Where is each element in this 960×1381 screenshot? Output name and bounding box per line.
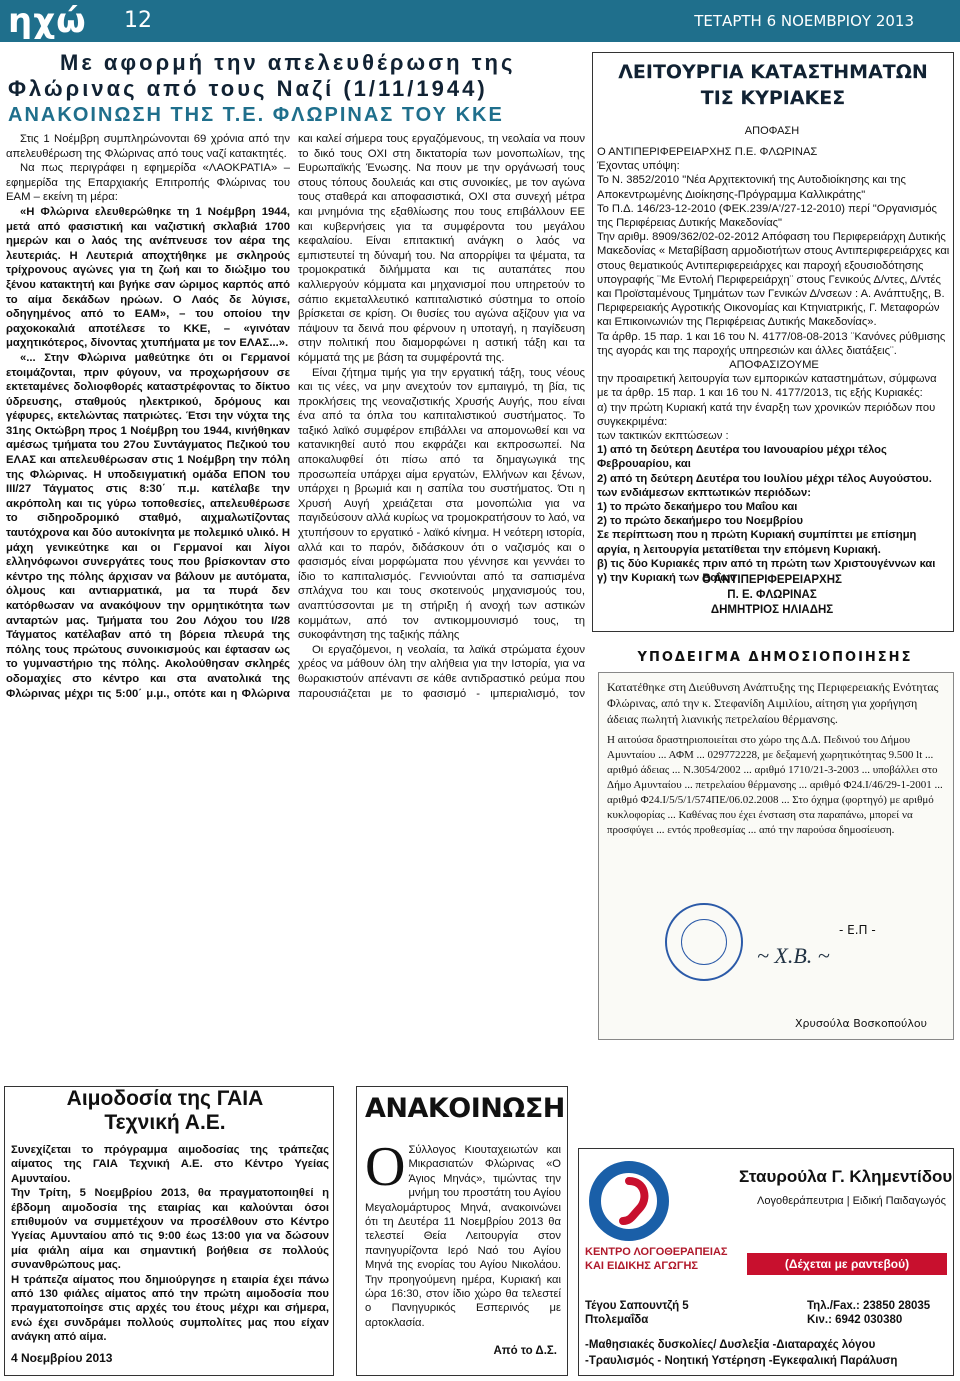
shops-paragraph: Το Π.Δ. 146/23-12-2010 (ΦΕΚ.239/Α'/27-12-2010) περί "Οργανισμός της Περιφέρειας Δυτικής Μακεδονίας" [597,202,937,230]
ad-services-line-2: -Τραυλισμός - Νοητική Υστέρηση -Εγκεφαλική Παράλυση [585,1355,898,1367]
shops-paragraph: γ) την Κυριακή των Βαΐων [597,572,737,585]
ad-phones [807,1299,930,1327]
gaia-title [5,1087,325,1135]
ad-center-name [585,1245,728,1273]
shops-paragraph: Την αριθμ. 8909/362/02-02-2012 Απόφαση του Περιφερειάρχη Δυτικής Μακεδονίας « Μεταβίβαση αρμοδιοτήτων στους Αντιπεριφερειάρχες και στους θεματικούς Αντιπεριφερειάρχες και παροχή εξουσιοδότησης υπογραφής ¨Με Εντολή Περιφερειάρχη¨ στους Γενικούς Δ/ντες, Δ/ντές και Προϊσταμένους Τμημάτων των Γενικών Δ/νσεων : Α. Ανάπτυξης, Β. Περιφερειακής Αγροτικής Οικονομίας και Κτηνιατρικής, Γ. Μεταφορών και Επικοινωνιών της Περιφέρειας Δυτικής Μακεδονίας». [597,231,950,329]
sample-paragraph-1: Κατατέθηκε στη Διεύθυνση Ανάπτυξης της Περιφερειακής Ενότητας Φλώρινας, από την κ. Στεφανίδη Αιμιλίου, αίτηση για χορήγηση άδειας πωλητή λιανικής πετρελαίου θέρμανσης. [607,680,939,726]
ad-address-city: Πτολεμαΐδα [585,1314,649,1326]
speech-therapy-ad [578,1148,954,1376]
shops-paragraph: β) τις δύο Κυριακές πριν από τη πρώτη των Χριστουγέννων και [597,557,936,570]
shops-paragraph: Έχοντας υπόψη: [597,160,680,173]
sample-signer-name: Χρυσούλα Βοσκοπούλου [795,1017,927,1030]
shops-sunday-notice [592,52,954,632]
sample-ep-mark: - Ε.Π - [839,923,876,937]
ad-address [585,1299,689,1327]
shops-paragraph: 1) από τη δεύτερη Δευτέρα του Ιανουαρίου μέχρι τέλος Φεβρουαρίου, και [597,444,887,471]
announcement-title: ΑΝΑΚΟΙΝΩΣΗ [365,1093,565,1124]
shops-paragraph: Ο ΑΝΤΙΠΕΡΙΦΕΡΕΙΑΡΧΗΣ Π.Ε. ΦΛΩΡΙΝΑΣ [597,146,818,158]
sample-paragraph-2: Η αιτούσα δραστηριοποιείται στο χώρο της Δ.Δ. Πεδινού του Δήμου Αμυνταίου ... ΑΦΜ ... 029772228, με δεξαμενή χωρητικότητας 9.500 lt ... αριθμό άδειας ... Ν.3054/2002 ... αριθμό 1710/21-3-2003 ... υποβάλλει στο Δήμο Αμυνταίου ... πετρελαίου θέρμανσης ... αριθμό Φ24.Ι/46/29-1-2001 ... αριθμό Φ24.Ι/5/5/1/574ΠΕ/06.02.2008 ... Στο όχημα (φορτηγό) με αριθμό κυκλοφορίας ... Καθένας που έχει ένσταση στα παραπάνω, μπορεί να προσφύγει ... εντός προθεσμίας ... από την παρούσα δημοσίευση. [607,734,943,836]
shops-signature [593,573,951,618]
shops-paragraph: Σε περίπτωση που η πρώτη Κυριακή συμπίπτει με επίσημη αργία, η λειτουργία μετατίθεται την επόμενη Κυριακή. [597,529,917,556]
shops-paragraph: α) την πρώτη Κυριακή κατά την έναρξη των χρονικών περιόδων που συγκεκριμένα: [597,401,936,428]
gaia-blood-donation-box [4,1086,334,1376]
issue-date: ΤΕΤΑΡΤΗ 6 ΝΟΕΜΒΡΙΟΥ 2013 [694,12,914,30]
page-number: 12 [124,8,152,33]
article-column-1 [6,132,290,700]
headline-line-1: Με αφορμή την απελευθέρωση της [60,50,516,75]
headline-line-3: ΑΝΑΚΟΙΝΩΣΗ ΤΗΣ Τ.Ε. ΦΛΩΡΙΝΑΣ ΤΟΥ ΚΚΕ [8,104,504,126]
gaia-paragraph-3: Η τράπεζα αίματος που δημιούργησε η εταιρία έχει πάνω από 130 φιάλες αίματος από την πρώτη αιμοδοσία που πραγματοποίησε στις αρχές του έτους μέχρι και σήμερα, ενώ έχει συνδράμει πολλούς συμπολίτες μας που είχαν ανάγκη από αίμα. [11,1273,329,1344]
gaia-title-line-2: Τεχνική Α.Ε. [104,1111,226,1134]
sample-publication-document [598,672,954,1040]
shops-paragraph: 1) το πρώτο δεκαήμερο του Μαΐου και [597,501,798,514]
announcement-dropcap: Ο [365,1136,406,1198]
shops-paragraph: Το Ν. 3852/2010 "Νέα Αρχιτεκτονική της Αυτοδιοίκησης και της Αποκεντρωμένης Διοίκησης-Πρόγραμμα Καλλικράτης" [597,174,906,201]
sample-publication-title: ΥΠΟΔΕΙΓΜΑ ΔΗΜΟΣΙΟΠΟΙΗΣΗΣ [637,650,913,665]
article-paragraph: «Η Φλώρινα ελευθερώθηκε τη 1 Νοέμβρη 1944, μετά από φασιστική και ναζιστική σκλαβιά 1700 ημερών και ο λαός της ανέπνευσε τον αέρα της λευτεριάς. Η Λευτεριά αποχτήθηκε με σκληρούς τρίχρονους αγώνες για τη ζωή και το διώξιμο του ξένου κατακτητή και βγήκε σαν ώριμος καρπός από το αίμα δεκάδων ηρώων. Ο Λαός δε λύγισε, οδηγημένος από το ΕΑΜ», – του οποίου την ραχοκοκαλιά αποτέλεσε το ΚΚΕ, – «γινόταν μαχητικότερος, δίνοντας χτυπήματα με τον ΕΛΑΣ...». [6,205,290,350]
gaia-paragraph-1: Συνεχίζεται το πρόγραμμα αιμοδοσίας της τράπεζας αίματος της ΓΑΙΑ Τεχνική Α.Ε. στο Κέντρο Υγείας Αμυνταίου. [11,1144,329,1185]
shops-sign-name: ΔΗΜΗΤΡΙΟΣ ΗΛΙΑΔΗΣ [710,604,834,616]
shops-title [593,59,953,111]
article-paragraph: Να πως περιγράφει η εφημερίδα «ΛΑΟΚΡΑΤΙΑ» – εφημερίδα της Επαρχιακής Επιτροπής Φλώρινας του ΕΑΜ – εκείνη τη μέρα: [6,162,290,204]
ad-therapist-name: Σταυρούλα Γ. Κλημεντίδου [739,1167,953,1186]
article-paragraph: «... Στην Φλώρινα μαθεύτηκε ότι οι Γερμανοί ετοιμάζονται, πριν φύγουν, να προχωρήσουν σε εκτεταμένες δολιοφθορές καταστρέφοντας το δίκτυο ύδρευσης, σταθμούς ηλεκτρικού, δρόμους και γέφυρες, εκτελώντας πατριώτες. Έτσι την νύχτα της 31ης Οκτώβρη προς 1 Νοέμβρη του 1944, κινήθηκαν αμέσως τμήματα του 27ου Συντάγματος Πεζικού του ΕΛΑΣ και απελευθέρωσαν στις 1 Νοέμβρη την πόλη της Φλώρινας. Η υποδειγματική ομάδα ΕΠΟΝ του III/27 Τάγματος στις 8:30΄ π.μ. κατέλαβε την ακρόπολη και τις γύρω τοποθεσίες, απελευθέρωσε το σιδηροδρομικό σταθμό, αιχμαλωτίζοντας ταυτόχρονα και δύο αυτοκίνητα με πολεμικό υλικό. Η μάχη γενικεύτηκε και οι Γερμανοί και λίγοι ελληνόφωνοι συνεργάτες τους που βρίσκονταν στο κέντρο της πόλης άρχισαν να βάλουν με αυτόματα, όλμους και αντιαρματικά, μα τα πυρά δεν κατόρθωσαν να ανακόψουν την ορμητικότητα των ανταρτών μας. Τμήματα του 2ου Λόχου του I/28 Τάγματος κατέλαβαν από τη βόρεια πλευρά της πόλης τους πρώτους συνοικισμούς και έφτασαν ως το γυμναστήριο της πόλης. Ακολούθησαν σκληρές οδομαχίες στο κέντρο και στα ανατολικά της Φλώρινας μέχρι τις 5:00΄ μ.μ., οπότε και η Φλώρινα [6,351,290,700]
announcement-text: Σύλλογος Κιουταχειωτών και Μικρασιατών Φλώρινας «Ο Άγιος Μηνάς», τιμώντας την μνήμη του προστάτη του Αγίου Μεγαλομάρτυρος Μηνά, ανακοινώνει ότι τη Δευτέρα 11 Νοεμβρίου 2013 θα τελεστεί Θεία Λειτουργία στον πανηγυρίζοντα Ιερό Ναό του Αγίου Μηνά της ενορίας του Αγίου Νικολάου. Την προηγούμενη ημέρα, Κυριακή και ώρα 16:30, στον ίδιο χώρο θα τελεστεί ο Πανηγυρικός Εσπερινός με αρτοκλασία. [365,1144,561,1329]
article-paragraph: Είναι ζήτημα τιμής για την εργατική τάξη, τους νέους και τις νέες, να μην ανεχτούν τον εμπαιγμό, τη βία, τις προκλήσεις της νεοναζιστικής Χρυσής Αυγής, που είναι ένα από τα όπλα του καπιταλιστικού συστήματος. Το ταξικό λαϊκό συμφέρον επιβάλλει να απομονωθεί και να κατανικηθεί αυτό που εκφράζει και εκπροσωπεί. Να αποκαλυφθεί ότι πίσω από τα δημαγωγικά της προσωπεία υπάρχει αίμα εργατών, Ελλήνων και ξένων, υπάρχει η βρωμιά και η σαπίλα του συστήματος. Ότι η Χρυσή Αυγή χρειάζεται στα μονοπώλια για να παγιδεύσουν αλλά κυρίως να τρομοκρατήσουν το λαό, να χτυπήσουν το εργατικό - λαϊκό κίνημα. Η νεότερη ιστορία, αλλά και το παρόν, διδάσκουν ότι ο ναζισμός και ο φασισμός είναι μορφώματα που γέννησε και γεννάει το ίδιο το καπιταλισμός. Γεννιούνται από τα σαπισμένα σπλάχνα του και τους σκοτεινούς μηχανισμούς του, αναπτύσσονται με τη στήριξη ή ανοχή των αστικών κομμάτων, από τον αντικομμουνισμό τους, τη συκοφάντηση της ταξικής πάλης [298,366,585,642]
ad-phone-landline: Τηλ./Fax.: 23850 28035 [807,1300,931,1312]
shops-subtitle: ΑΠΟΦΑΣΗ [744,125,800,137]
shops-paragraph: 2) από τη δεύτερη Δευτέρα του Ιουλίου μέχρι τέλος Αυγούστου. [597,472,932,485]
signature-icon: ~ Χ.Β. ~ [757,943,830,968]
shops-paragraph: των τακτικών εκπτώσεων : [597,430,729,443]
shops-title-line-2: ΤΙΣ ΚΥΡΙΑΚΕΣ [700,87,846,109]
article-paragraph: Στις 1 Νοέμβρη συμπληρώνονται 69 χρόνια από την απελευθέρωση της Φλώρινας από τους ναζί κατακτητές. [6,133,290,160]
official-stamp-icon [665,903,743,981]
headline-line-2: Φλώρινας από τους Ναζί (1/11/1944) [8,76,488,101]
association-announcement-box [356,1086,568,1376]
masthead [0,0,960,42]
shops-sign-title: Ο ΑΝΤΙΠΕΡΙΦΕΡΕΙΑΡΧΗΣ [702,574,842,586]
gaia-body [11,1143,329,1345]
article-headline [0,50,585,128]
newspaper-logo: ηχώ [8,1,87,41]
shops-paragraph: την προαιρετική λειτουργία των εμπορικών καταστημάτων, σύμφωνα με τα άρθρ. 15 παρ. 1 και 16 του Ν. 4177/2013, τις εξής Κυριακές: [597,373,937,400]
shops-paragraph: των ενδιάμεσων εκπτωτικών περιόδων: [597,486,811,499]
shops-title-line-1: ΛΕΙΤΟΥΡΓΙΑ ΚΑΤΑΣΤΗΜΑΤΩΝ [618,61,928,83]
shops-paragraph: ΑΠΟΦΑΣΙΖΟΥΜΕ [729,359,819,372]
article-paragraph: και καλεί σήμερα τους εργαζόμενους, τη νεολαία να πουν το δικό τους ΟΧΙ στη δικτατορία των μονοπωλίων, της Ευρωπαϊκής Ένωσης. Να πουν με την οργάνωσή τους στους τόπους δουλειάς και στις συνοικίες, με τον αγώνα τους σταθερά και αποφασιστικά, ΟΧΙ στα συνεχή μέτρα και μνημόνια της εξαθλίωσης που τους επιβάλλουν ΕΕ και κυβερνήσεις για τα συμφέροντα του μεγάλου κεφαλαίου. Είναι επιτακτική ανάγκη ο λαός να εμπιστευτεί τη δύναμή του. Να απορρίψει τα ψέματα, τα τρομοκρατικά διλήμματα και τις αυταπάτες που καλλιεργούν κόμματα και μηχανισμοί που υπηρετούν το σάπιο εκμεταλλευτικό καπιταλιστικό σύστημα το οποίο βρίσκεται σε κρίση. Οι θυσίες του αγώνα αξίζουν για να πάψουν τα δεινά που φέρνουν η υποταγή, η παγίδευση στην πολιτική που διαμορφώνει η αστική τάξη και τα κόμματά της με βάση τα συμφέροντά της. [298,133,585,364]
ear-logo-icon [587,1159,671,1243]
ad-services [585,1337,947,1369]
shops-body [597,145,951,585]
ad-center-line-2: ΚΑΙ ΕΙΔΙΚΗΣ ΑΓΩΓΗΣ [585,1260,699,1272]
ad-address-street: Τέγου Σαπουντζή 5 [585,1300,689,1312]
ad-phone-mobile: Κιν.: 6942 030380 [807,1314,903,1326]
ad-services-line-1: -Μαθησιακές δυσκολίες/ Δυσλεξία -Διαταραχές λόγου [585,1339,876,1351]
announcement-body [365,1136,561,1330]
article-paragraph: Οι εργαζόμενοι, η νεολαία, τα λαϊκά στρώματα έχουν χρέος να μάθουν όλη την αλήθεια για την Ιστορία, για να θωρακιστούν απέναντι σε κάθε αντιδραστικό ρεύμα που παρουσιάζεται με το φασισμό - ιμπεριαλισμό, τον [298,643,585,700]
gaia-title-line-1: Αιμοδοσία της ΓΑΙΑ [66,1087,264,1110]
shops-paragraph: Τα άρθρ. 15 παρ. 1 και 16 του Ν. 4177/08-08-2013 ¨Κανόνες ρύθμισης της αγοράς και της παροχής υπηρεσιών και άλλες διατάξεις¨. [597,330,946,357]
shops-sign-unit: Π. Ε. ΦΛΩΡΙΝΑΣ [727,589,817,601]
ad-appointment-banner: (Δέχεται με ραντεβού) [747,1253,947,1275]
gaia-paragraph-2: Την Τρίτη, 5 Νοεμβρίου 2013, θα πραγματοποιηθεί η έβδομη αιμοδοσία της εταιρίας και καλούνται όσοι επιθυμούν να συμμετέχουν να προσέλθουν στο Κέντρο Υγείας Αμυνταίου από τις 9:00 έως 13:00 για να δώσουν μία φιάλη αίμα και σημαντική βοήθεια σε πολλούς συνανθρώπους μας. [11,1187,329,1272]
ad-therapist-title: Λογοθεράπευτρια | Ειδική Παιδαγωγός [757,1195,946,1207]
announcement-signature: Από το Δ.Σ. [493,1345,557,1357]
shops-paragraph: 2) το πρώτο δεκαήμερο του Νοεμβρίου [597,515,804,528]
article-column-2 [298,132,585,700]
gaia-date: 4 Νοεμβρίου 2013 [11,1351,113,1365]
ad-center-line-1: ΚΕΝΤΡΟ ΛΟΓΟΘΕΡΑΠΕΙΑΣ [585,1246,728,1258]
